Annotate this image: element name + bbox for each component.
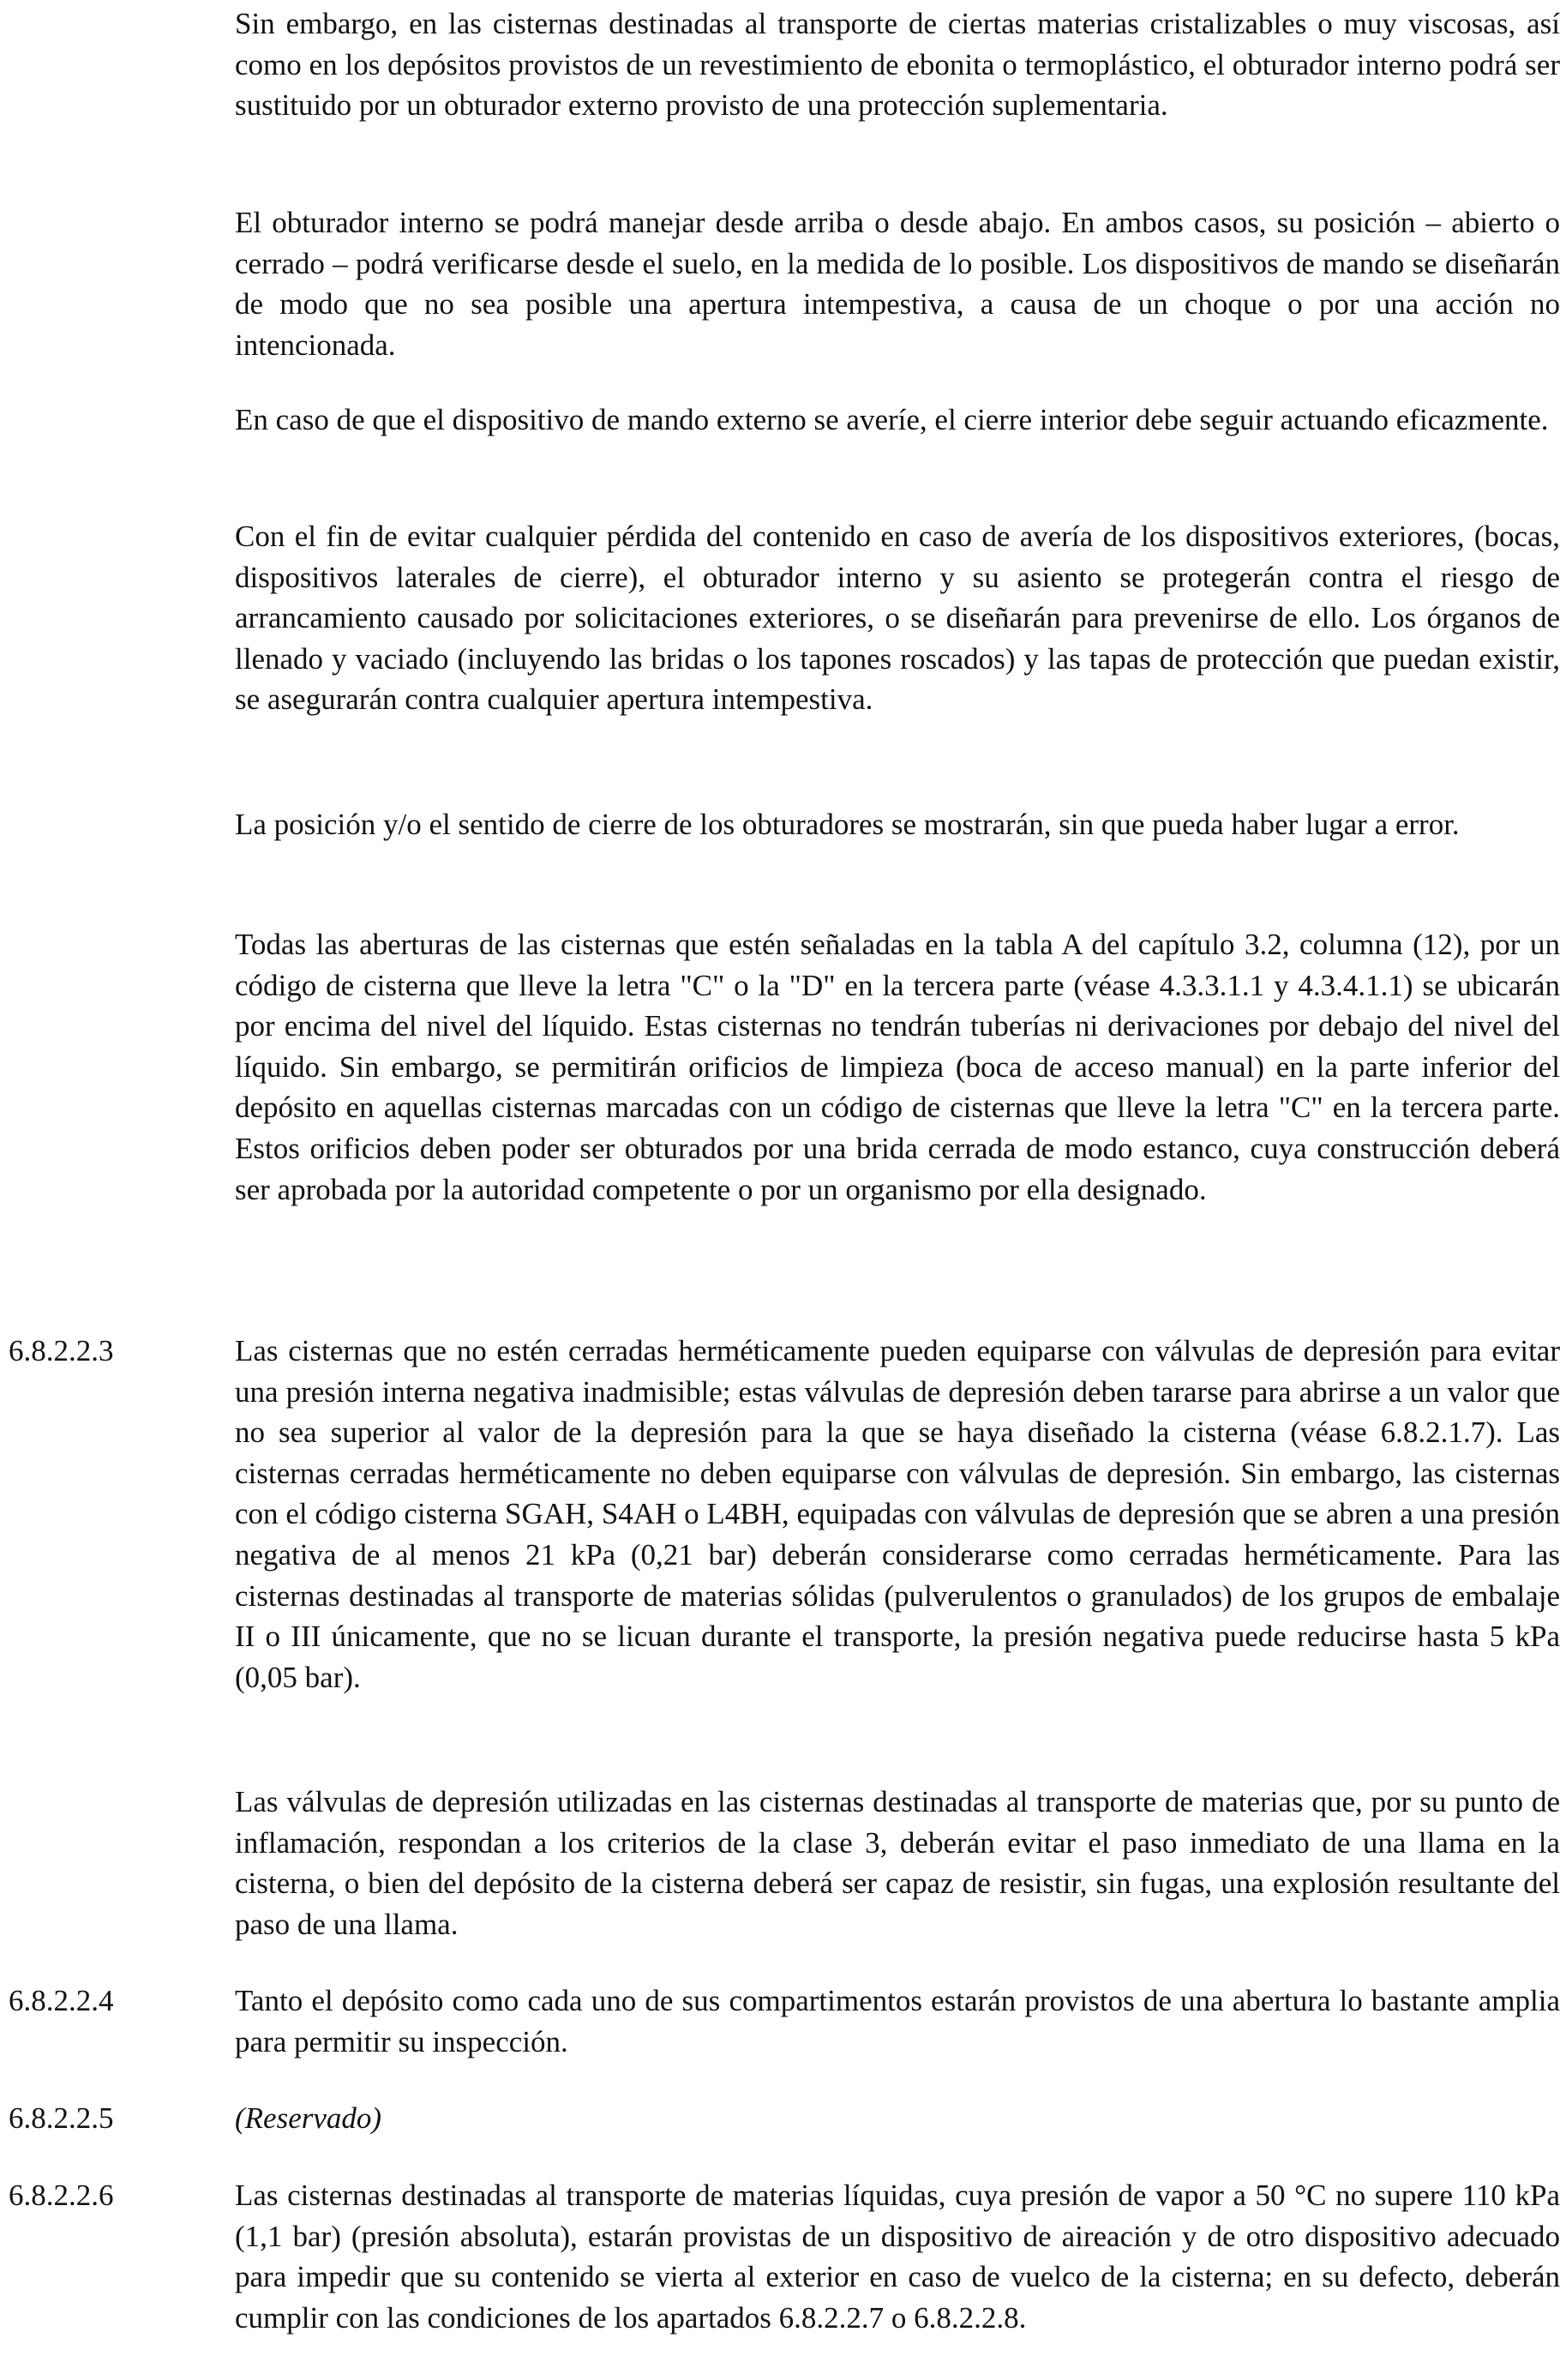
- section-number-6-8-2-2-5: 6.8.2.2.5: [9, 2101, 114, 2135]
- section-number-6-8-2-2-4: 6.8.2.2.4: [9, 1984, 114, 2017]
- section-6-8-2-2-4-text: Tanto el depósito como cada uno de sus compartimentos estarán provistos de una abertura lo bastante amplia para permitir su inspección.: [235, 1984, 1560, 2058]
- section-6-8-2-2-3-text-2: Las válvulas de depresión utilizadas en las cisternas destinadas al transporte de materias que, por su punto de inflamación, respondan a los criterios de la clase 3, deberán evitar el paso inmediato de una llama en la cisterna, o bien del depósito de la cisterna deberá ser capaz de resistir, sin fugas, una explosión resultante del paso de una llama.: [235, 1785, 1560, 1941]
- paragraph-5: La posición y/o el sentido de cierre de los obturadores se mostrarán, sin que pueda haber lugar a error.: [235, 808, 1460, 841]
- section-number-6-8-2-2-6: 6.8.2.2.6: [9, 2179, 114, 2212]
- paragraph-6: Todas las aberturas de las cisternas que estén señaladas en la tabla A del capítulo 3.2, columna (12), por un código de cisterna que lleve la letra "C" o la "D" en la tercera parte (véase 4.3.3.1.1 y 4.3.4.1.1) se ubicarán por encima del nivel del líquido. Estas cisternas no tendrán tuberías ni derivaciones por debajo del nivel del líquido. Sin embargo, se permitirán orificios de limpieza (boca de acceso manual) en la parte inferior del depósito en aquellas cisternas marcadas con un código de cisternas que lleve la letra "C" en la tercera parte. Estos orificios deben poder ser obturados por una brida cerrada de modo estanco, cuya construcción deberá ser aprobada por la autoridad competente o por un organismo por ella designado.: [235, 928, 1560, 1206]
- paragraph-4: Con el fin de evitar cualquier pérdida del contenido en caso de avería de los dispositivos exteriores, (bocas, dispositivos laterales de cierre), el obturador interno y su asiento se protegerán contra el riesgo de arrancamiento causado por solicitaciones exteriores, o se diseñarán para prevenirse de ello. Los órganos de llenado y vaciado (incluyendo las bridas o los tapones roscados) y las tapas de protección que puedan existir, se asegurarán contra cualquier apertura intempestiva.: [235, 520, 1560, 717]
- paragraph-3: En caso de que el dispositivo de mando externo se averíe, el cierre interior debe seguir actuando eficazmente.: [235, 403, 1549, 436]
- section-number-6-8-2-2-3: 6.8.2.2.3: [9, 1334, 114, 1367]
- section-6-8-2-2-5-text: (Reservado): [235, 2101, 382, 2135]
- paragraph-2: El obturador interno se podrá manejar desde arriba o desde abajo. En ambos casos, su posición – abierto o cerrado – podrá verificarse desde el suelo, en la medida de lo posible. Los dispositivos de mando se diseñarán de modo que no sea posible una apertura intempestiva, a causa de un choque o por una acción no intencionada.: [235, 206, 1560, 362]
- section-6-8-2-2-3-text: Las cisternas que no estén cerradas herméticamente pueden equiparse con válvulas de depresión para evitar una presión interna negativa inadmisible; estas válvulas de depresión deben tararse para abrirse a un valor que no sea superior al valor de la depresión para la que se haya diseñado la cisterna (véase 6.8.2.1.7). Las cisternas cerradas herméticamente no deben equiparse con válvulas de depresión. Sin embargo, las cisternas con el código cisterna SGAH, S4AH o L4BH, equipadas con válvulas de depresión que se abren a una presión negativa de al menos 21 kPa (0,21 bar) deberán considerarse como cerradas herméticamente. Para las cisternas destinadas al transporte de materias sólidas (pulverulentos o granulados) de los grupos de embalaje II o III únicamente, que no se licuan durante el transporte, la presión negativa puede reducirse hasta 5 kPa (0,05 bar).: [235, 1334, 1560, 1694]
- paragraph-1: Sin embargo, en las cisternas destinadas al transporte de ciertas materias cristalizables o muy viscosas, así como en los depósitos provistos de un revestimiento de ebonita o termoplástico, el obturador interno podrá ser sustituido por un obturador externo provisto de una protección suplementaria.: [235, 7, 1560, 123]
- section-6-8-2-2-6-text: Las cisternas destinadas al transporte de materias líquidas, cuya presión de vapor a 50 °C no supere 110 kPa (1,1 bar) (presión absoluta), estarán provistas de un dispositivo de aireación y de otro dispositivo adecuado para impedir que su contenido se vierta al exterior en caso de vuelco de la cisterna; en su defecto, deberán cumplir con las condiciones de los apartados 6.8.2.2.7 o 6.8.2.2.8.: [235, 2179, 1560, 2335]
